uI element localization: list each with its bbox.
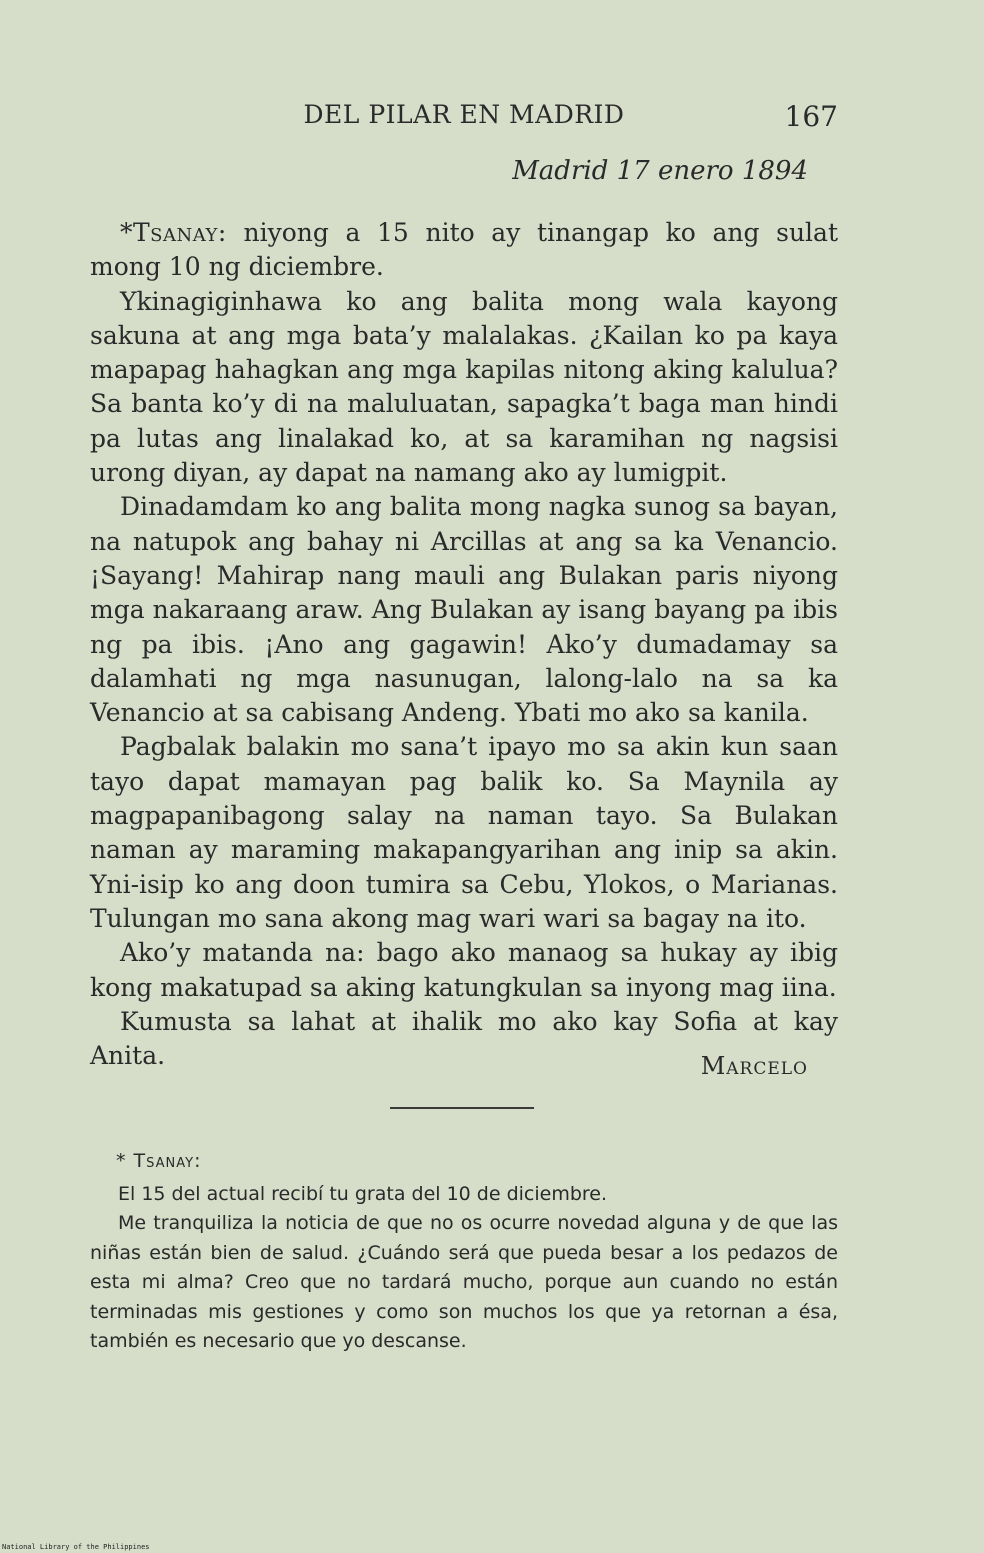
- letter-paragraph: Ako’y matanda na: bago ako manaog sa hukay ay ibig kong makatupad sa aking katungkulan sa inyong mag iina.: [90, 938, 838, 1002]
- footnote-divider: [390, 1107, 534, 1109]
- letter-paragraph: Dinadamdam ko ang balita mong nagka sunog sa bayan, na natupok ang bahay ni Arcillas at ang sa ka Venancio. ¡Sayang! Mahirap nang mauli ang Bulakan paris niyong mga nakaraang araw. Ang Bulakan ay isang bayang pa ibis ng pa ibis. ¡Ano ang gagawin! Ako’y dumadamay sa dalamhati ng mga nasunugan, lalong-lalo na sa ka Venancio at sa cabisang Andeng. Ybati mo ako sa kanila.: [90, 492, 838, 728]
- footnote-label: * Tsanay:: [116, 1150, 202, 1172]
- letter-paragraph: Ykinagiginhawa ko ang balita mong wala kayong sakuna at ang mga bata’y malalakas. ¿Kailan ko pa kaya mapapag hahagkan ang mga kapilas nitong aking kalulua? Sa banta ko’y di na maluluatan, sapagka’t baga man hindi pa lutas ang linalakad ko, at sa karamihan ng nagsisi urong diyan, ay dapat na namang ako ay lumigpit.: [90, 286, 838, 488]
- letter-signature: Marcelo: [700, 1052, 808, 1080]
- letter-salutation: *Tsanay:: [120, 218, 227, 247]
- letter-paragraph: Pagbalak balakin mo sana’t ipayo mo sa akin kun saan tayo dapat mamayan pag balik ko. Sa Maynila ay magpapanibagong salay na naman tayo. Sa Bulakan naman ay maraming makapangyarihan ang inip sa akin. Yni-isip ko ang doon tumira sa Cebu, Ylokos, o Marianas. Tulungan mo sana akong mag wari wari sa bagay na ito.: [90, 732, 838, 933]
- letter-date: Madrid 17 enero 1894: [512, 156, 808, 186]
- letter-paragraph: [90, 216, 838, 285]
- letter-body: [90, 216, 838, 1073]
- footnote-paragraph: El 15 del actual recibí tu grata del 10 de diciembre.: [118, 1183, 608, 1205]
- page-number: 167: [784, 100, 838, 133]
- page-header: [90, 100, 838, 140]
- letter-paragraph: Kumusta sa lahat at ihalik mo ako kay Sofia at kay Anita.: [90, 1006, 838, 1071]
- library-credit: National Library of the Philippines: [2, 1543, 150, 1551]
- footnote-body: [90, 1180, 838, 1356]
- running-head: DEL PILAR EN MADRID: [303, 100, 625, 129]
- letter-paragraph-text: niyong a 15 nito ay tinangap ko ang sulat mong 10 ng diciembre.: [90, 218, 838, 282]
- footnote-paragraph: Me tranquiliza la noticia de que no os ocurre novedad alguna y de que las niñas están bien de salud. ¿Cuándo será que pueda besar a los pedazos de esta mi alma? Creo que no tardará mucho, porque aun cuando no están terminadas mis gestiones y como son muchos los que ya retornan a ésa, también es necesario que yo descanse.: [90, 1212, 838, 1353]
